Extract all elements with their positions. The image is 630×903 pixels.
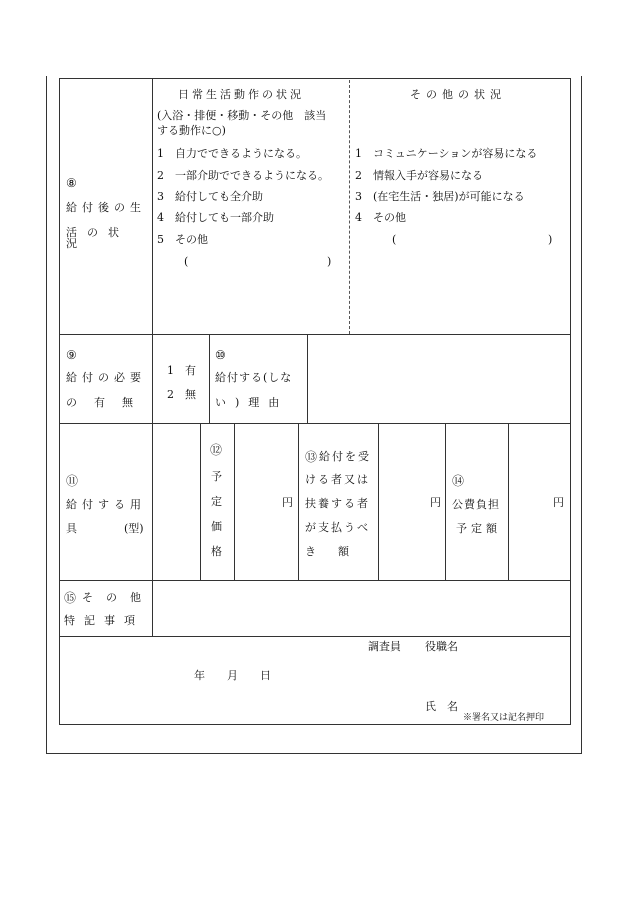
price-number: ⑫ [210, 443, 223, 457]
other-status-item-2: 2 情報入手が容易になる [355, 169, 483, 182]
row-divider-11-15 [59, 580, 571, 581]
row-divider-15-footer [59, 636, 571, 637]
daily-status-title: 日常生活動作の状況 [178, 88, 304, 101]
price-yen-unit: 円 [282, 496, 293, 509]
section9-label-line2: の 有 無 [66, 396, 136, 409]
section11-divider-a [200, 423, 201, 580]
section8-number: ⑧ [66, 176, 77, 190]
daily-status-paren-open: ( [184, 255, 189, 268]
necessity-option-yes: 1 有 [167, 364, 196, 377]
section11-divider-d [378, 423, 379, 580]
section9-divider-b [307, 334, 308, 423]
daily-status-item-3: 3 給付しても全介助 [157, 190, 263, 203]
other-status-paren-open: ( [392, 233, 397, 246]
daily-status-item-5: 5 その他 [157, 233, 208, 246]
payer-number: ⑬ [305, 450, 318, 464]
section11-divider-e [445, 423, 446, 580]
daily-status-note-line1: (入浴・排便・移動・その他 該当 [157, 109, 327, 122]
label-column-divider [152, 78, 153, 636]
price-label-char-2: 定 [211, 495, 222, 508]
payer-label-line3: 扶養する者 [305, 497, 370, 510]
other-status-paren-close: ) [548, 233, 553, 246]
section11-label-line2: 具 [66, 522, 77, 535]
reason-number: ⑩ [215, 348, 226, 362]
payer-yen-unit: 円 [430, 496, 441, 509]
reason-label-line1: 給付する(しな [215, 371, 293, 384]
payer-label-line1: 給付を受 [319, 450, 371, 463]
section15-label-line1: その他 [82, 591, 154, 604]
investigator-label: 調査員 [368, 640, 401, 653]
section8-label-line1 [66, 202, 146, 213]
other-status-item-4: 4 その他 [355, 211, 406, 224]
section8-label-text1: 給付後の生 [66, 201, 146, 214]
reason-label-line2: い)理由 [215, 396, 289, 409]
section11-number: ⑪ [66, 474, 79, 488]
daily-status-note-line2: する動作に○) [157, 124, 226, 137]
payer-label-line4: が支払うべ [305, 521, 370, 534]
daily-status-paren-close: ) [327, 255, 332, 268]
section9-label-line1: 給付の必要 [66, 371, 146, 384]
public-yen-unit: 円 [553, 496, 564, 509]
other-status-title: その他の状況 [410, 88, 506, 101]
public-label-line2: 予定額 [456, 522, 501, 535]
section11-label-type: (型) [124, 522, 144, 535]
date-field: 年 月 日 [194, 669, 271, 682]
section8-label-line2 [66, 227, 146, 249]
row-divider-8-9 [59, 334, 571, 335]
price-label-char-1: 予 [211, 470, 222, 483]
section9-number: ⑨ [66, 348, 77, 362]
section11-label-line1: 給付する用 [66, 498, 146, 511]
seal-note: ※署名又は記名押印 [463, 713, 545, 723]
section15-label-line2: 特記事項 [64, 614, 144, 627]
position-label: 役職名 [425, 640, 458, 653]
payer-label-line5: き 額 [305, 545, 349, 558]
payer-label-line2: ける者又は [305, 473, 370, 486]
section11-divider-b [234, 423, 235, 580]
section11-divider-c [298, 423, 299, 580]
section11-divider-f [508, 423, 509, 580]
necessity-option-no: 2 無 [167, 388, 196, 401]
daily-status-item-1: 1 自力でできるようになる。 [157, 147, 307, 160]
section8-dashed-divider [349, 80, 350, 334]
section15-number: ⑮ [64, 591, 77, 605]
public-label-line1: 公費負担 [452, 498, 500, 511]
other-status-item-3: 3 (在宅生活・独居)が可能になる [355, 190, 525, 203]
price-label-char-4: 格 [211, 545, 222, 558]
row-divider-9-11 [59, 423, 571, 424]
public-number: ⑭ [452, 474, 465, 488]
price-label-char-3: 価 [211, 520, 222, 533]
section9-divider-a [209, 334, 210, 423]
name-label: 氏 名 [425, 700, 458, 713]
other-status-item-1: 1 コミュニケーションが容易になる [355, 147, 538, 160]
daily-status-item-4: 4 給付しても一部介助 [157, 211, 274, 224]
daily-status-item-2: 2 一部介助でできるようになる。 [157, 169, 329, 182]
section8-label-text2: 活の状況 [66, 226, 129, 250]
